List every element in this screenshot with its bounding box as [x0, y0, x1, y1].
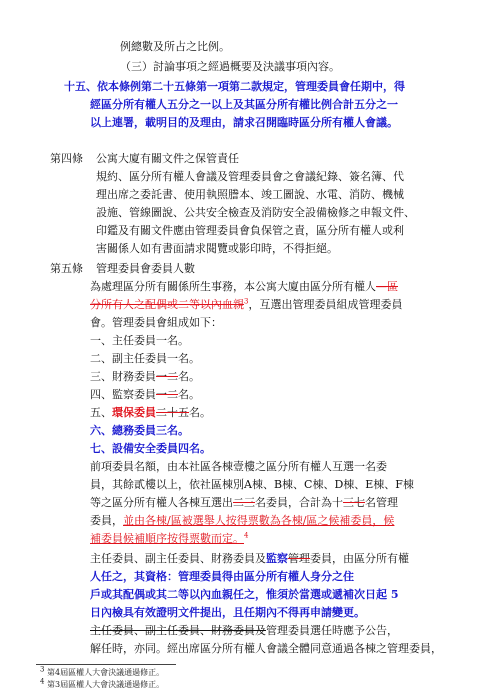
footnote	[40, 665, 165, 678]
text-line: 害關係人如有書面請求閱覽或影印時，不得拒絕。	[96, 242, 338, 255]
deleted-text: 一二	[156, 370, 178, 383]
deleted-text: 三七	[343, 496, 365, 509]
text-span: 委員，由區分所有權	[310, 552, 409, 565]
text-span: 五、	[90, 406, 112, 419]
list-item: 一、主任委員一名。	[90, 334, 189, 347]
text-line	[90, 514, 394, 528]
text-line: 印鑑及有關文件應由管理委員會負保管之責，區分所有權人或利	[96, 224, 404, 237]
deleted-text: —區	[376, 280, 398, 293]
footnote-divider	[36, 664, 176, 665]
text-span: 三、財務委員	[90, 370, 156, 383]
article-5-heading: 管理委員會委員人數	[96, 262, 195, 275]
list-item	[90, 388, 200, 402]
deleted-text: 主任委員、副主任委員、財務委員及	[90, 624, 266, 637]
article-4-number: 第四條	[50, 152, 83, 165]
text-line	[90, 624, 398, 638]
text-span: 管理委員選任時應予公告，	[266, 624, 398, 637]
text-line	[90, 280, 398, 294]
text-line	[90, 298, 402, 312]
footnote	[40, 677, 165, 690]
text-span: 主任委員、副主任委員、財務委員及	[90, 552, 266, 565]
text-span: 名。	[178, 370, 200, 383]
inserted-text: 監察	[266, 552, 288, 565]
footnote-number: 3	[40, 665, 45, 674]
inserted-text: 環保委員	[112, 406, 156, 419]
article-4-heading: 公寓大廈有關文件之保管責任	[96, 152, 239, 165]
text-span: 等之區分所有權人各棟互選出	[90, 496, 233, 509]
footnote-ref: 4	[244, 531, 249, 540]
text-line: 戶或其配偶或其二等以內血親任之，惟須於當選或遞補次日起 5	[90, 588, 399, 601]
inserted-text: 並由各棟/區被選舉人按得票數為各棟/區之候補委員，候	[123, 514, 395, 527]
footnote-text: 第4屆區權人大會決議通過修正。	[47, 668, 165, 677]
list-item: 六、總務委員三名。	[90, 424, 189, 437]
inserted-text: 補委員候補順序按得票數而定。	[90, 532, 244, 545]
footnote-number: 4	[40, 677, 45, 686]
text-span: 名委員，合計為十	[255, 496, 343, 509]
item-15-line-2: 經區分所有權人五分之一以上及其區分所有權比例合計五分之一	[90, 98, 398, 111]
text-line: 前項委員名額，由本社區各棟壹樓之區分所有權人互選一名委	[90, 460, 387, 473]
text-line: 規約、區分所有權人會議及管理委員會之會議紀錄、簽名簿、代	[96, 170, 404, 183]
text-span: 為處理區分所有關係所生事務，本公寓大廈由區分所有權人	[90, 280, 376, 293]
deleted-text: 一二	[156, 388, 178, 401]
text-line: 設施、管線圖說、公共安全檢查及消防安全設備檢修之申報文件、	[96, 206, 415, 219]
deleted-text: 二十五	[156, 406, 189, 419]
text-line: 人任之，其資格：管理委員得由區分所有權人身分之住	[90, 570, 354, 583]
text-span: 名。	[189, 406, 211, 419]
text-line	[90, 496, 398, 510]
text-span: 四、監察委員	[90, 388, 156, 401]
text-line: 日內檢具有效證明文件提出，且任期內不得再申請變更。	[90, 606, 365, 619]
text-line	[90, 552, 409, 566]
text-line: 員，其餘貳樓以上，依社區棟別A棟、B棟、C棟、D棟、E棟、F棟	[90, 478, 414, 491]
footnote-ref: 3	[244, 297, 249, 306]
item-15-line-3: 以上連署，載明目的及理由，請求召開臨時區分所有權人會議。	[90, 116, 398, 129]
list-item	[90, 370, 200, 384]
deleted-text: 管理	[288, 552, 310, 565]
text-line	[90, 532, 248, 546]
article-5-number: 第五條	[50, 262, 83, 275]
text-span: 名。	[178, 388, 200, 401]
list-item: 二、副主任委員一名。	[90, 352, 200, 365]
text-span: ，互選出管理委員組成管理委員	[248, 298, 403, 311]
text-span: 委員，	[90, 514, 123, 527]
text-line: （三）討論事項之經過概要及決議事項內容。	[120, 60, 340, 73]
text-line: 解任時，亦同。經出席區分所有權人會議全體同意通過各棟之管理委員，	[90, 642, 442, 655]
text-line: 例總數及所占之比例。	[120, 40, 230, 53]
text-line: 理出席之委託書、使用執照謄本、竣工圖說、水電、消防、機械	[96, 188, 404, 201]
footnote-text: 第3屆區權人大會決議通過修正。	[47, 680, 165, 689]
deleted-text: 分所有人之配偶或二等以內血親	[90, 298, 244, 311]
text-span: 名管理	[365, 496, 398, 509]
deleted-text: 二三	[233, 496, 255, 509]
list-item	[90, 406, 211, 420]
text-line: 會。管理委員會組成如下：	[90, 316, 222, 329]
list-item: 七、設備安全委員四名。	[90, 442, 211, 455]
item-15-line-1: 十五、依本條例第二十五條第一項第二款規定，管理委員會任期中，得	[64, 80, 405, 93]
